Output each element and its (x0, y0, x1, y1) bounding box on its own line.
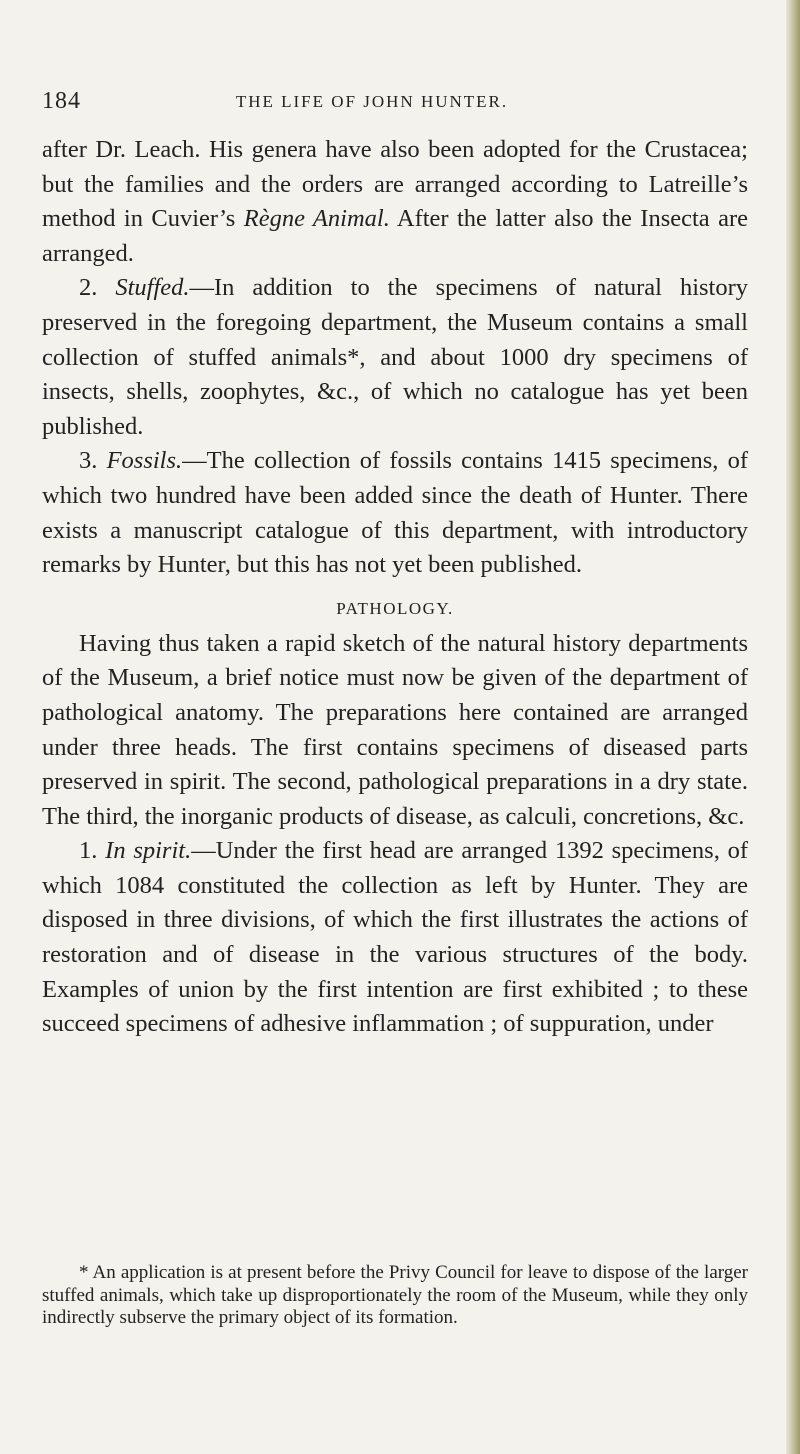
page-edge (786, 0, 800, 1454)
paragraph-1-italic: Règne Animal. (243, 205, 390, 233)
section-label: Stuffed. (115, 274, 190, 302)
section-heading: PATHOLOGY. (336, 598, 454, 618)
paragraph-pathology: Having thus taken a rapid sketch of the natural history departments of the Museum, a brief notice must now be given of the department of pathological anatomy. The preparations here contained are arranged under three heads. The first contains specimens of diseased parts preserved in spirit. The second, pathological preparations in a dry state. The third, the inorganic products of disease, as calculi, concretions, &c. (42, 629, 748, 830)
paragraph-stuffed (42, 271, 748, 444)
paragraph-text: —In addition to the specimens of natural history preserved in the foregoing department, the Museum contains a small collection of stuffed animals*, and about 1000 dry specimens of insects, shells, zoophytes, &c., of which no catalogue has yet been published. (42, 274, 749, 440)
paragraph-in-spirit (42, 834, 748, 1042)
footnote (42, 1262, 748, 1330)
footnote-text: * An application is at present before the Privy Council for leave to dispose of the larger stuffed animals, which take up disproportionately the room of the Museum, while they only indirectly subserve the primary object of its formation. (42, 1262, 748, 1328)
running-title: THE LIFE OF JOHN HUNTER. (235, 92, 509, 111)
body-text (42, 133, 748, 1042)
paragraph-fossils (42, 444, 748, 582)
section-number: 2. (79, 274, 98, 302)
section-number: 3. (79, 447, 98, 475)
section-label: In spirit. (105, 837, 192, 865)
paragraph-1-end: After the latter also the Insecta are arranged. (42, 205, 748, 267)
page-header (42, 88, 702, 118)
paragraph-1 (42, 133, 748, 271)
page-number: 184 (42, 88, 81, 114)
paragraph-1-text: after Dr. Leach. His genera have also been adopted for the Crustacea; but the families and the orders are arranged according to Latreille’s method in Cuvier’s (42, 136, 748, 233)
paragraph-text: —The collection of fossils contains 1415 specimens, of which two hundred have been added since the death of Hunter. There exists a manuscript catalogue of this department, with introductory remarks by Hunter, but this has not yet been published. (42, 447, 748, 579)
paragraph-text: —Under the first head are arranged 1392 specimens, of which 1084 constituted the collection as left by Hunter. They are disposed in three divisions, of which the first illustrates the actions of restoration and of disease in the various structures of the body. Examples of union by the first intention are first exhibited ; to these succeed specimens of adhesive inflammation ; of suppuration, under (42, 837, 749, 1038)
section-label: Fossils. (106, 447, 183, 475)
section-number: 1. (79, 837, 98, 865)
